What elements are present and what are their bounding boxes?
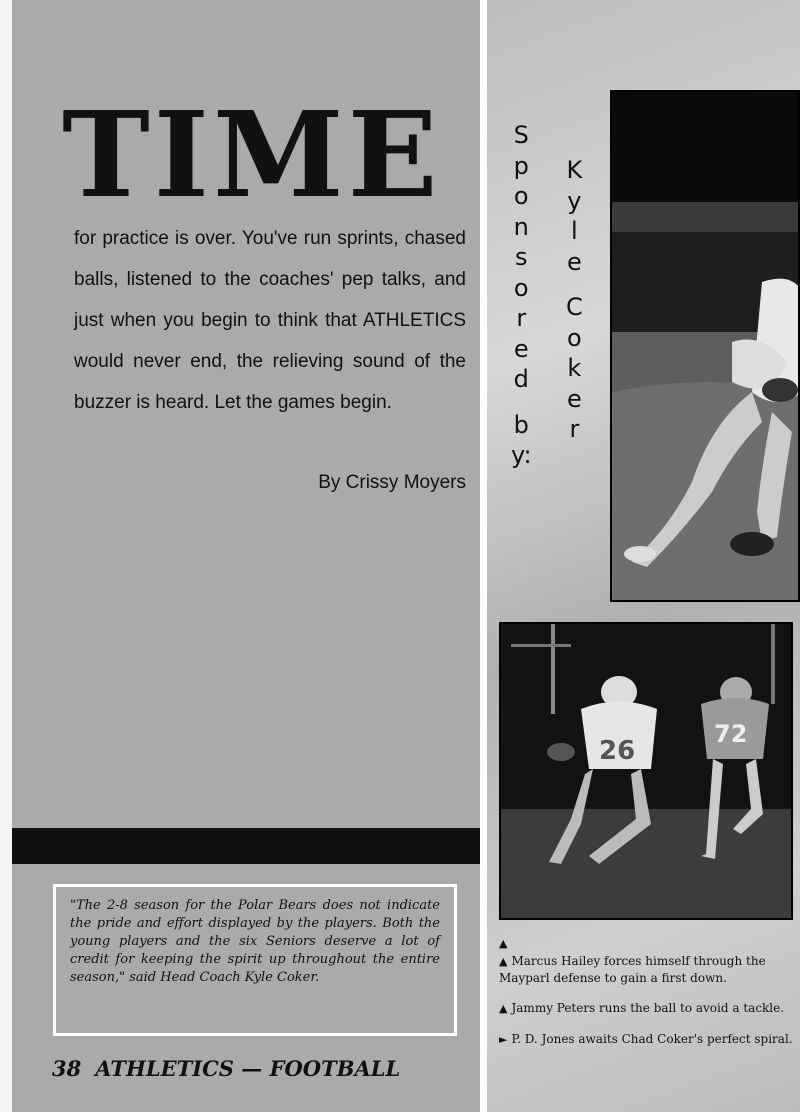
vertical-letter: o [567, 323, 582, 352]
caption-3 [499, 1031, 799, 1048]
vertical-letter: C [566, 293, 583, 321]
caption-marker: ▲ [499, 1002, 508, 1015]
jersey-number-right: 72 [714, 720, 748, 748]
photo-players [499, 622, 793, 920]
vertical-letter: e [567, 247, 582, 276]
vertical-letter: S [513, 121, 529, 149]
caption-marker: ▲ [499, 955, 508, 968]
photo-runner-illustration [612, 92, 800, 602]
vertical-letter: l [571, 217, 578, 245]
vertical-letter: r [569, 415, 580, 443]
vertical-letter: o [513, 182, 529, 210]
caption-2 [499, 1000, 799, 1017]
caption-marker: ▲ [499, 937, 508, 950]
photo-captions [499, 936, 799, 1062]
vertical-letter: y [567, 186, 582, 215]
headline: TIME [62, 85, 442, 224]
caption-text: P. D. Jones awaits Chad Coker's perfect spiral. [511, 1032, 793, 1046]
sponsored-by-label [511, 120, 532, 471]
black-bar [12, 828, 480, 864]
byline: By Crissy Moyers [318, 472, 466, 493]
vertical-letter: n [513, 212, 529, 241]
quote-box [53, 884, 457, 1036]
article-body: for practice is over. You've run sprints, chased balls, listened to the coaches' pep talks, and just when you begin to think that ATHLETICS would never end, the relieving sound of the buzzer is heard. Let the games begin. [74, 228, 466, 413]
quote-text: "The 2-8 season for the Polar Bears does not indicate the pride and effort displayed by the players. Both the young players and the six Seniors deserve a lot of credit for keeping the spirit up throughout the entire season," said Head Coach Kyle Coker. [70, 898, 440, 985]
vertical-letter: o [513, 273, 529, 302]
caption-text: Jammy Peters runs the ball to avoid a tackle. [511, 1001, 785, 1015]
vertical-letter: d [513, 365, 529, 393]
page-divider [480, 0, 487, 1112]
vertical-letter: p [513, 151, 529, 180]
page-number: 38 [52, 1056, 82, 1081]
photo-players-illustration [501, 624, 793, 920]
vertical-letter: s [515, 243, 528, 271]
jersey-number-left: 26 [599, 736, 636, 766]
section-title: ATHLETICS — FOOTBALL [95, 1056, 401, 1081]
vertical-letter: K [566, 156, 583, 184]
caption-1 [499, 953, 799, 986]
vertical-letter: y: [511, 441, 532, 469]
vertical-letter: k [567, 354, 582, 382]
page-footer [52, 1056, 414, 1081]
vertical-letter: b [513, 410, 529, 439]
vertical-letter: r [516, 304, 527, 332]
caption-marker: ► [499, 1033, 508, 1046]
vertical-letter: e [567, 384, 582, 413]
photo-runner [610, 90, 800, 602]
sponsor-name [566, 155, 583, 445]
vertical-letter: e [513, 334, 529, 363]
caption-text: Marcus Hailey forces himself through the Mayparl defense to gain a first down. [499, 954, 766, 985]
